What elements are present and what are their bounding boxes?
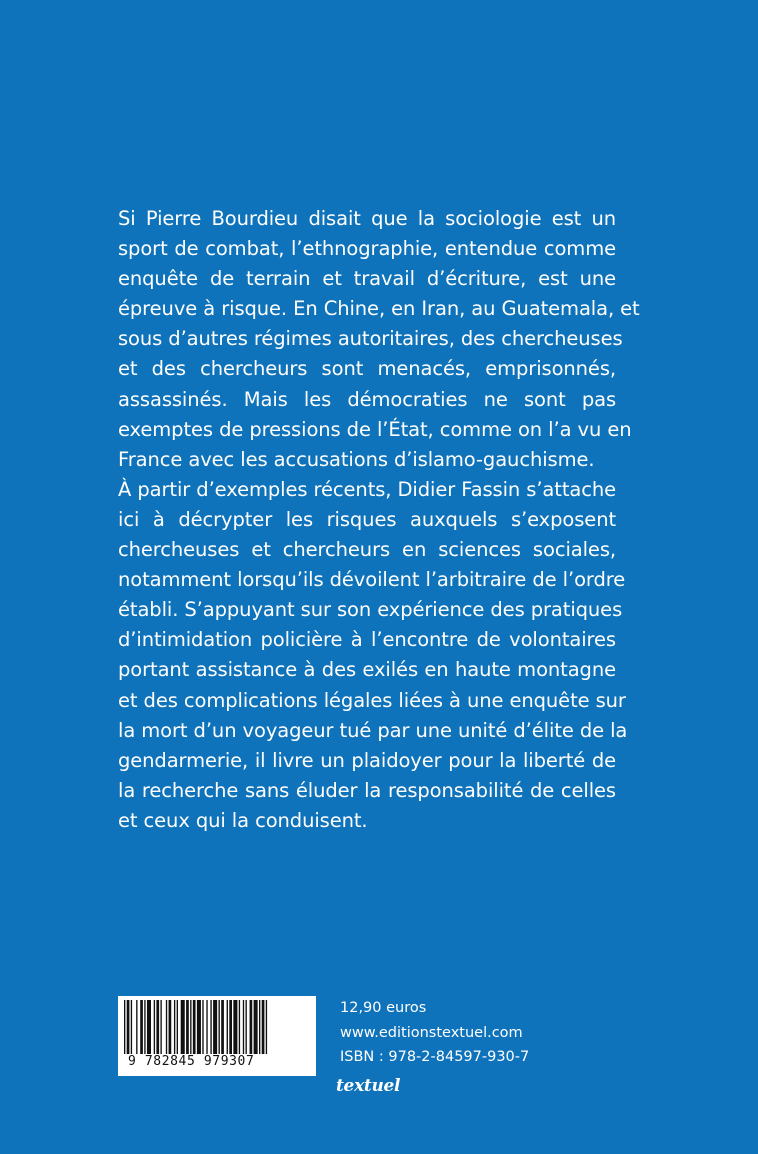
barcode-bar	[262, 1000, 265, 1054]
barcode-bar	[243, 1000, 244, 1054]
barcode-bar	[221, 1000, 224, 1054]
blurb-line: À partir d’exemples récents, Didier Fassin s’attache	[118, 477, 616, 501]
barcode-bar	[213, 1000, 217, 1054]
blurb-line: ici à décrypter les risques auxquels s’exposent	[118, 507, 616, 531]
blurb-line: portant assistance à des exilés en haute montagne	[118, 658, 616, 682]
barcode-bar	[202, 1000, 203, 1054]
publisher-website: www.editionstextuel.com	[340, 1024, 523, 1041]
barcode-bar	[127, 1000, 130, 1054]
barcode-bar	[239, 1000, 240, 1054]
barcode-bar	[144, 1000, 145, 1054]
barcode-bar	[227, 1000, 228, 1054]
barcode-bar	[233, 1000, 237, 1054]
barcode-bar	[131, 1000, 132, 1054]
publisher-logo: textuel	[336, 1076, 401, 1096]
blurb-line: établi. S’appuyant sur son expérience des pratiques	[118, 598, 623, 622]
blurb-line: sport de combat, l’ethnographie, entendue comme	[118, 237, 616, 261]
blurb-line: Si Pierre Bourdieu disait que la sociologie est un	[118, 207, 616, 230]
barcode-bar	[140, 1000, 143, 1054]
barcode-bar	[174, 1000, 175, 1054]
barcode-bar	[124, 1000, 125, 1054]
blurb-line: la recherche sans éluder la responsabilité de celles	[118, 778, 616, 802]
barcode-bar	[206, 1000, 207, 1054]
barcode-bar	[250, 1000, 253, 1054]
isbn: ISBN : 978-2-84597-930-7	[340, 1049, 530, 1065]
barcode-bar	[154, 1000, 155, 1054]
blurb-line: France avec les accusations d’islamo-gauchisme.	[118, 447, 595, 471]
barcode-bar	[229, 1000, 232, 1054]
barcode-bar	[136, 1000, 137, 1054]
blurb-line: la mort d’un voyageur tué par une unité d’élite de la	[118, 718, 628, 742]
price: 12,90 euros	[340, 1000, 427, 1016]
barcode-bar	[147, 1000, 151, 1054]
barcode-bar	[197, 1000, 201, 1054]
blurb-line: épreuve à risque. En Chine, en Iran, au Guatemala, et	[118, 297, 640, 321]
blurb-line: et des chercheurs sont menacés, emprisonnés,	[118, 357, 616, 381]
barcode-bars	[124, 1000, 310, 1054]
blurb-line: sous d’autres régimes autoritaires, des chercheuses	[118, 327, 623, 351]
barcode-bar	[266, 1000, 267, 1054]
barcode-bar	[210, 1000, 211, 1054]
barcode-bar	[177, 1000, 178, 1054]
blurb-line: exemptes de pressions de l’État, comme on l’a vu en	[118, 417, 632, 441]
barcode-bar	[160, 1000, 161, 1054]
back-cover-blurb	[118, 204, 640, 836]
blurb-line: et ceux qui la conduisent.	[118, 808, 368, 832]
blurb-line: chercheuses et chercheurs en sciences sociales,	[118, 538, 616, 562]
blurb-line: et des complications légales liées à une enquête sur	[118, 688, 626, 712]
blurb-line: d’intimidation policière à l’encontre de volontaires	[118, 628, 616, 652]
barcode-bar	[181, 1000, 185, 1054]
barcode-bar	[259, 1000, 260, 1054]
blurb-line: assassinés. Mais les démocraties ne sont pas	[118, 387, 616, 411]
barcode-bar	[166, 1000, 167, 1054]
barcode-bar	[246, 1000, 247, 1054]
barcode-bar	[190, 1000, 191, 1054]
blurb-line: gendarmerie, il livre un plaidoyer pour la liberté de	[118, 748, 616, 772]
barcode-bar	[193, 1000, 196, 1054]
isbn-barcode	[118, 996, 316, 1076]
barcode-bar	[156, 1000, 159, 1054]
barcode-number: 9 782845 979307	[128, 1054, 255, 1069]
book-info	[340, 996, 529, 1070]
barcode-bar	[186, 1000, 189, 1054]
barcode-bar	[169, 1000, 172, 1054]
blurb-line: notamment lorsqu’ils dévoilent l’arbitraire de l’ordre	[118, 568, 626, 592]
barcode-bar	[254, 1000, 258, 1054]
barcode-bar	[219, 1000, 220, 1054]
blurb-line: enquête de terrain et travail d’écriture, est une	[118, 267, 616, 291]
